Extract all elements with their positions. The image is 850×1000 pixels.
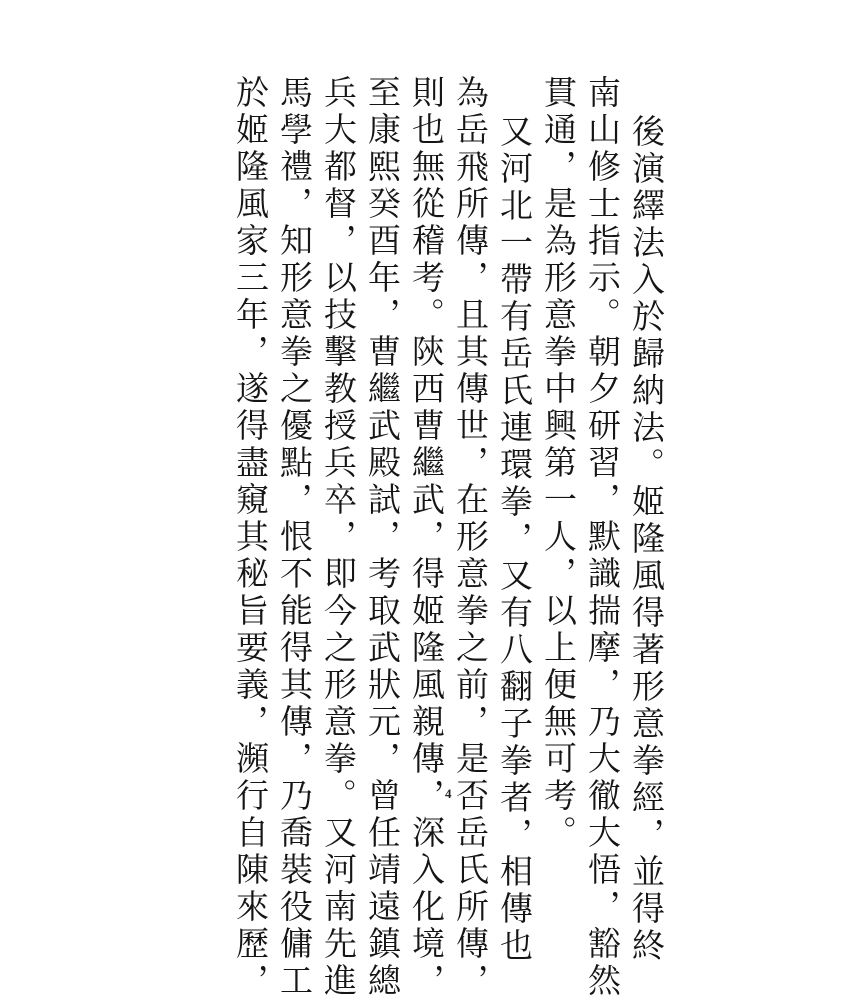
text-column-8: 兵大都督，以技擊教授兵卒，即今之形意拳。又河南先進 <box>319 75 358 1000</box>
page-number: 4 <box>445 786 452 801</box>
text-column-2: 南山修士指示。朝夕研習，默識揣摩，乃大徹大悟，豁然 <box>583 75 622 1000</box>
text-column-7: 至康熙癸酉年，曹繼武殿試，考取武狀元，曾任靖遠鎮總 <box>363 75 402 1000</box>
text-column-4: 又河北一帶有岳氏連環拳，又有八翻子拳者，相傳也 <box>495 114 534 965</box>
text-column-10: 於姬隆風家三年，遂得盡窺其秘旨要義，瀕行自陳來歷， <box>231 75 270 1000</box>
text-column-5: 為岳飛所傳，且其傳世，在形意拳之前，是否岳氏所傳， <box>451 75 490 1000</box>
text-column-6: 則也無從稽考。陝西曹繼武，得姬隆風親傳，深入化境， <box>407 75 446 1000</box>
text-column-3: 貫通，是為形意拳中興第一人，以上便無可考。 <box>539 75 578 852</box>
text-column-1: 後演繹法入於歸納法。姬隆風得著形意拳經，並得終 <box>627 114 666 965</box>
text-column-9: 馬學禮，知形意拳之優點，恨不能得其傳，乃喬裝役傭工 <box>275 75 314 1000</box>
